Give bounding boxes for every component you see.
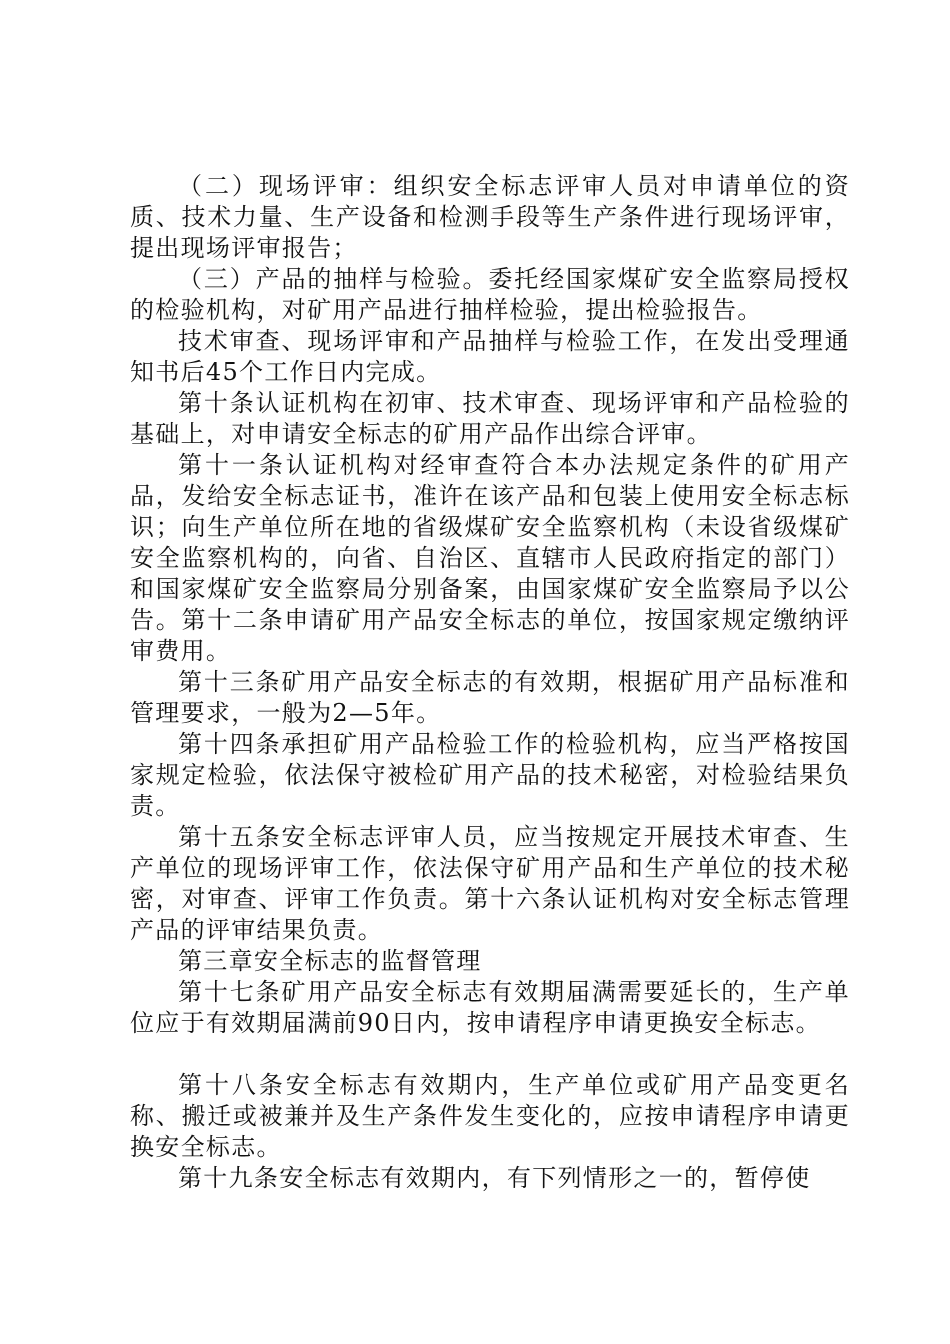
paragraph-article-13: 第十三条矿用产品安全标志的有效期，根据矿用产品标准和管理要求，一般为2—5年。 xyxy=(130,668,850,727)
paragraph-article-14: 第十四条承担矿用产品检验工作的检验机构，应当严格按国家规定检验，依法保守被检矿用产品的技术秘密，对检验结果负责。 xyxy=(130,730,850,820)
paragraph-sampling-inspection: （三）产品的抽样与检验。委托经国家煤矿安全监察局授权的检验机构，对矿用产品进行抽样检验，提出检验报告。 xyxy=(130,265,850,324)
chapter-heading: 第三章安全标志的监督管理 xyxy=(178,947,482,975)
paragraph-article-11-12: 第十一条认证机构对经审查符合本办法规定条件的矿用产品，发给安全标志证书，准许在该产品和包装上使用安全标志标识；向生产单位所在地的省级煤矿安全监察机构（未设省级煤矿安全监察机构的，向省、自治区、直辖市人民政府指定的部门）和国家煤矿安全监察局分别备案，由国家煤矿安全监察局予以公告。第十二条申请矿用产品安全标志的单位，按国家规定缴纳评审费用。 xyxy=(130,451,850,665)
paragraph-spacer xyxy=(130,1039,850,1070)
paragraph-completion-deadline: 技术审查、现场评审和产品抽样与检验工作，在发出受理通知书后45个工作日内完成。 xyxy=(130,327,850,386)
document-body xyxy=(130,171,850,1194)
paragraph-article-15-16: 第十五条安全标志评审人员，应当按规定开展技术审查、生产单位的现场评审工作，依法保守矿用产品和生产单位的技术秘密，对审查、评审工作负责。第十六条认证机构对安全标志管理产品的评审结果负责。 xyxy=(130,823,850,944)
paragraph-article-18: 第十八条安全标志有效期内，生产单位或矿用产品变更名称、搬迁或被兼并及生产条件发生变化的，应按申请程序申请更换安全标志。 xyxy=(130,1071,850,1161)
paragraph-article-19: 第十九条安全标志有效期内，有下列情形之一的，暂停使 xyxy=(178,1164,811,1192)
paragraph-site-review: （二）现场评审：组织安全标志评审人员对申请单位的资质、技术力量、生产设备和检测手段等生产条件进行现场评审，提出现场评审报告； xyxy=(130,172,850,262)
paragraph-article-10: 第十条认证机构在初审、技术审查、现场评审和产品检验的基础上，对申请安全标志的矿用产品作出综合评审。 xyxy=(130,389,850,448)
paragraph-article-17: 第十七条矿用产品安全标志有效期届满需要延长的，生产单位应于有效期届满前90日内，按申请程序申请更换安全标志。 xyxy=(130,978,850,1037)
